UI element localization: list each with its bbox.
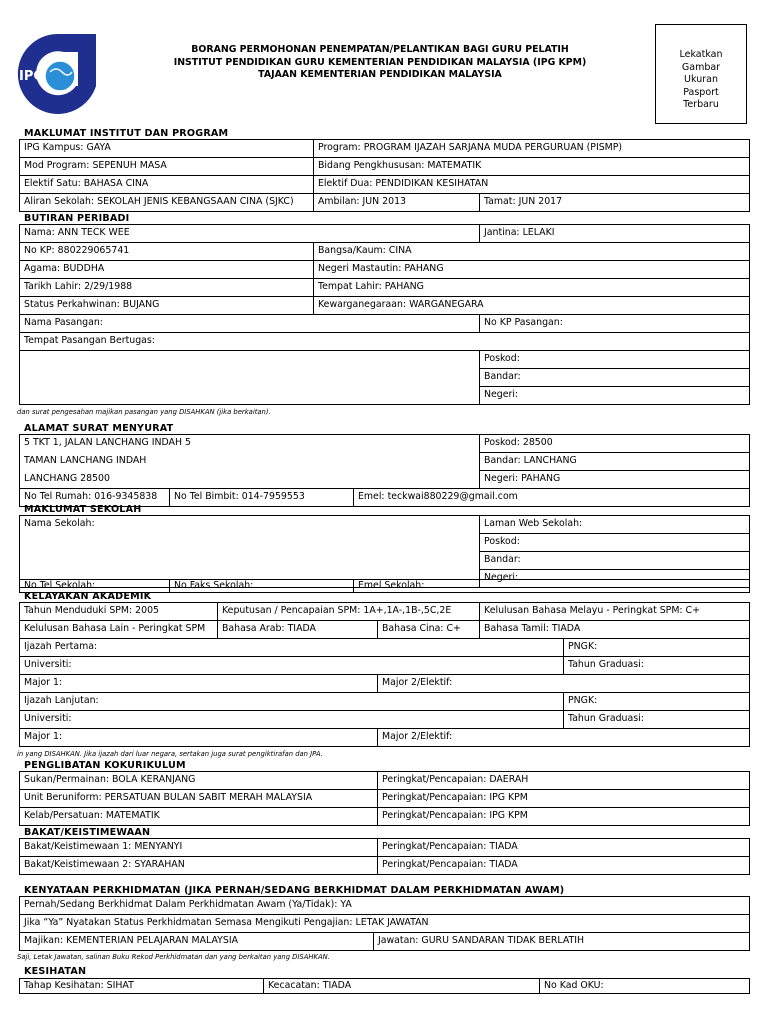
field-kp-pasangan[interactable]: No KP Pasangan: (480, 315, 750, 333)
table-row (20, 261, 750, 279)
photo-box-line: Terbaru (683, 99, 719, 111)
table-row (20, 621, 750, 639)
field-kewarganegaraan[interactable]: Kewarganegaraan: WARGANEGARA (314, 297, 750, 315)
table-row (20, 790, 750, 808)
section-title-perkhidmatan: KENYATAAN PERKHIDMATAN (JIKA PERNAH/SEDANG BERKHIDMAT DALAM PERKHIDMATAN AWAM) (24, 885, 565, 896)
field-universiti-2[interactable]: Universiti: (20, 711, 564, 729)
field-sukan-peringkat[interactable]: Peringkat/Pencapaian: DAERAH (378, 772, 750, 790)
field-no-kp[interactable]: No KP: 880229065741 (20, 243, 314, 261)
field-tahun-spm[interactable]: Tahun Menduduki SPM: 2005 (20, 603, 218, 621)
logo-text: IPG (19, 69, 45, 84)
note-akademik: in yang DISAHKAN. Jika ijazah dari luar negara, sertakan juga surat pengiktirafan dan JPA. (17, 750, 323, 758)
field-bm-spm[interactable]: Kelulusan Bahasa Melayu - Peringkat SPM: C+ (480, 603, 750, 621)
photo-box-line: Lekatkan (679, 49, 723, 60)
section-title-peribadi: BUTIRAN PERIBADI (24, 213, 130, 224)
table-row (20, 279, 750, 297)
field-bahasa-arab[interactable]: Bahasa Arab: TIADA (218, 621, 378, 639)
field-mod-program[interactable]: Mod Program: SEPENUH MASA (20, 158, 314, 176)
field-tahun-graduasi-2[interactable]: Tahun Graduasi: (564, 711, 750, 729)
table-row (20, 516, 750, 534)
peribadi-table (19, 224, 750, 405)
field-universiti-1[interactable]: Universiti: (20, 657, 564, 675)
field-nama[interactable]: Nama: ANN TECK WEE (20, 225, 480, 243)
field-bandar-pasangan[interactable]: Bandar: (480, 369, 750, 387)
field-bahasa-cina[interactable]: Bahasa Cina: C+ (378, 621, 480, 639)
table-row (20, 729, 750, 747)
table-row (20, 243, 750, 261)
table-row (20, 915, 750, 933)
table-row (20, 675, 750, 693)
table-row (20, 693, 750, 711)
field-aliran[interactable]: Aliran Sekolah: SEKOLAH JENIS KEBANGSAAN CINA (SJKC) (20, 194, 314, 212)
field-bakat-1[interactable]: Bakat/Keistimewaan 1: MENYANYI (20, 839, 378, 857)
field-tempat-lahir[interactable]: Tempat Lahir: PAHANG (314, 279, 750, 297)
field-alamat-1[interactable]: 5 TKT 1, JALAN LANCHANG INDAH 5 (20, 435, 480, 453)
field-tel-bimbit[interactable]: No Tel Bimbit: 014-7959553 (170, 489, 354, 507)
field-bangsa[interactable]: Bangsa/Kaum: CINA (314, 243, 750, 261)
field-alamat-3[interactable]: LANCHANG 28500 (20, 471, 480, 489)
table-row (20, 225, 750, 243)
table-row (20, 315, 750, 333)
field-major1-1[interactable]: Major 1: (20, 675, 378, 693)
institut-table (19, 139, 750, 212)
table-row (20, 176, 750, 194)
field-jawatan[interactable]: Jawatan: GURU SANDARAN TIDAK BERLATIH (374, 933, 750, 951)
field-negeri-pasangan[interactable]: Negeri: (480, 387, 750, 405)
kesihatan-table (19, 978, 750, 994)
field-no-kad-oku[interactable]: No Kad OKU: (540, 979, 750, 994)
table-row (20, 857, 750, 875)
field-kampus[interactable]: IPG Kampus: GAYA (20, 140, 314, 158)
table-row (20, 297, 750, 315)
field-sukan[interactable]: Sukan/Permainan: BOLA KERANJANG (20, 772, 378, 790)
table-row (20, 808, 750, 826)
section-title-bakat: BAKAT/KEISTIMEWAAN (24, 827, 151, 838)
field-pngk-1[interactable]: PNGK: (564, 639, 750, 657)
field-unit-beruniform[interactable]: Unit Beruniform: PERSATUAN BULAN SABIT MERAH MALAYSIA (20, 790, 378, 808)
field-elektif-dua[interactable]: Elektif Dua: PENDIDIKAN KESIHATAN (314, 176, 750, 194)
header-line-3: TAJAAN KEMENTERIAN PENDIDIKAN MALAYSIA (258, 69, 502, 80)
table-row (20, 333, 750, 351)
sekolah-table (19, 515, 750, 588)
kokurikulum-table (19, 771, 750, 826)
bakat-table (19, 838, 750, 875)
field-faks-sekolah[interactable]: No Faks Sekolah: (170, 580, 354, 593)
table-row (20, 435, 750, 453)
field-poskod-pasangan[interactable]: Poskod: (480, 351, 750, 369)
field-kelab[interactable]: Kelab/Persatuan: MATEMATIK (20, 808, 378, 826)
field-emel-sekolah[interactable]: Emel Sekolah: (354, 580, 750, 593)
note-peribadi: dan surat pengesahan majikan pasangan yang DISAHKAN (jika berkaitan). (17, 408, 271, 416)
field-elektif-satu[interactable]: Elektif Satu: BAHASA CINA (20, 176, 314, 194)
table-row (20, 194, 750, 212)
field-tarikh-lahir[interactable]: Tarikh Lahir: 2/29/1988 (20, 279, 314, 297)
field-alamat-pasangan[interactable] (20, 351, 480, 405)
field-pngk-2[interactable]: PNGK: (564, 693, 750, 711)
field-tamat[interactable]: Tamat: JUN 2017 (480, 194, 750, 212)
field-tempat-pasangan[interactable]: Tempat Pasangan Bertugas: (20, 333, 750, 351)
field-bakat-2-peringkat[interactable]: Peringkat/Pencapaian: TIADA (378, 857, 750, 875)
field-majikan[interactable]: Majikan: KEMENTERIAN PELAJARAN MALAYSIA (20, 933, 374, 951)
field-pernah-berkhidmat[interactable]: Pernah/Sedang Berkhidmat Dalam Perkhidmatan Awam (Ya/Tidak): YA (20, 897, 750, 915)
section-title-sekolah: MAKLUMAT SEKOLAH (24, 504, 142, 515)
section-title-alamat: ALAMAT SURAT MENYURAT (24, 423, 174, 434)
akademik-ijazah-table (19, 638, 750, 747)
table-row (20, 158, 750, 176)
header-line-1: BORANG PERMOHONAN PENEMPATAN/PELANTIKAN BAGI GURU PELATIH (191, 44, 569, 55)
table-row (20, 603, 750, 621)
note-perkhidmatan: Saji, Letak Jawatan, salinan Buku Rekod Perkhidmatan dan yang berkaitan yang DISAHKAN. (17, 953, 330, 961)
table-row (20, 351, 750, 369)
field-major2-1[interactable]: Major 2/Elektif: (378, 675, 750, 693)
field-major2-2[interactable]: Major 2/Elektif: (378, 729, 750, 747)
field-negeri[interactable]: Negeri: PAHANG (480, 471, 750, 489)
table-row (20, 471, 750, 489)
field-bakat-1-peringkat[interactable]: Peringkat/Pencapaian: TIADA (378, 839, 750, 857)
ipg-logo (16, 30, 98, 120)
field-poskod[interactable]: Poskod: 28500 (480, 435, 750, 453)
field-tel-sekolah[interactable]: No Tel Sekolah: (20, 580, 170, 593)
table-row (20, 772, 750, 790)
field-bahasa-lain[interactable]: Kelulusan Bahasa Lain - Peringkat SPM (20, 621, 218, 639)
field-agama[interactable]: Agama: BUDDHA (20, 261, 314, 279)
photo-box-line: Gambar (681, 61, 721, 73)
field-nama-sekolah[interactable]: Nama Sekolah: (20, 516, 480, 588)
field-bandar[interactable]: Bandar: LANCHANG (480, 453, 750, 471)
table-row (20, 453, 750, 471)
section-title-akademik: KELAYAKAN AKADEMIK (24, 591, 152, 602)
field-ijazah-pertama[interactable]: Ijazah Pertama: (20, 639, 564, 657)
photo-box-line: Ukuran (684, 74, 718, 86)
field-tahap-kesihatan[interactable]: Tahap Kesihatan: SIHAT (20, 979, 264, 994)
field-status-perkhidmatan[interactable]: Jika “Ya” Nyatakan Status Perkhidmatan Semasa Mengikuti Pengajian: LETAK JAWATAN (20, 915, 750, 933)
passport-photo-box[interactable] (655, 24, 747, 124)
header-line-2: INSTITUT PENDIDIKAN GURU KEMENTERIAN PENDIDIKAN MALAYSIA (IPG KPM) (173, 56, 587, 68)
akademik-spm-table (19, 602, 750, 639)
field-negeri-mastautin[interactable]: Negeri Mastautin: PAHANG (314, 261, 750, 279)
field-unit-peringkat[interactable]: Peringkat/Pencapaian: IPG KPM (378, 790, 750, 808)
perkhidmatan-table (19, 896, 750, 951)
field-ambilan[interactable]: Ambilan: JUN 2013 (314, 194, 480, 212)
field-kecacatan[interactable]: Kecacatan: TIADA (264, 979, 540, 994)
field-ijazah-lanjutan[interactable]: Ijazah Lanjutan: (20, 693, 564, 711)
section-title-kokurikulum: PENGLIBATAN KOKURIKULUM (24, 760, 186, 771)
form-header (110, 44, 650, 82)
table-row (20, 657, 750, 675)
table-row (20, 933, 750, 951)
section-title-institut: MAKLUMAT INSTITUT DAN PROGRAM (24, 128, 229, 139)
photo-box-line: Pasport (683, 86, 719, 98)
field-kelab-peringkat[interactable]: Peringkat/Pencapaian: IPG KPM (378, 808, 750, 826)
table-row (20, 979, 750, 994)
field-poskod-sekolah[interactable]: Poskod: (480, 534, 750, 552)
field-emel[interactable]: Emel: teckwai880229@gmail.com (354, 489, 750, 507)
field-alamat-2[interactable]: TAMAN LANCHANG INDAH (20, 453, 480, 471)
field-tahun-graduasi-1[interactable]: Tahun Graduasi: (564, 657, 750, 675)
table-row (20, 639, 750, 657)
field-tel-rumah[interactable]: No Tel Rumah: 016-9345838 (20, 489, 170, 507)
table-row (20, 839, 750, 857)
field-bahasa-tamil[interactable]: Bahasa Tamil: TIADA (480, 621, 750, 639)
table-row (20, 140, 750, 158)
field-laman-web[interactable]: Laman Web Sekolah: (480, 516, 750, 534)
field-jantina[interactable]: Jantina: LELAKI (480, 225, 750, 243)
field-keputusan-spm[interactable]: Keputusan / Pencapaian SPM: 1A+,1A-,1B-,5C,2E (218, 603, 480, 621)
alamat-table (19, 434, 750, 507)
field-nama-pasangan[interactable]: Nama Pasangan: (20, 315, 480, 333)
field-bidang[interactable]: Bidang Pengkhususan: MATEMATIK (314, 158, 750, 176)
table-row (20, 897, 750, 915)
field-status-perkahwinan[interactable]: Status Perkahwinan: BUJANG (20, 297, 314, 315)
table-row (20, 711, 750, 729)
field-bakat-2[interactable]: Bakat/Keistimewaan 2: SYARAHAN (20, 857, 378, 875)
field-major1-2[interactable]: Major 1: (20, 729, 378, 747)
field-bandar-sekolah[interactable]: Bandar: (480, 552, 750, 570)
section-title-kesihatan: KESIHATAN (24, 966, 87, 977)
field-program[interactable]: Program: PROGRAM IJAZAH SARJANA MUDA PERGURUAN (PISMP) (314, 140, 750, 158)
field-negeri-sekolah[interactable]: Negeri: (480, 570, 750, 588)
